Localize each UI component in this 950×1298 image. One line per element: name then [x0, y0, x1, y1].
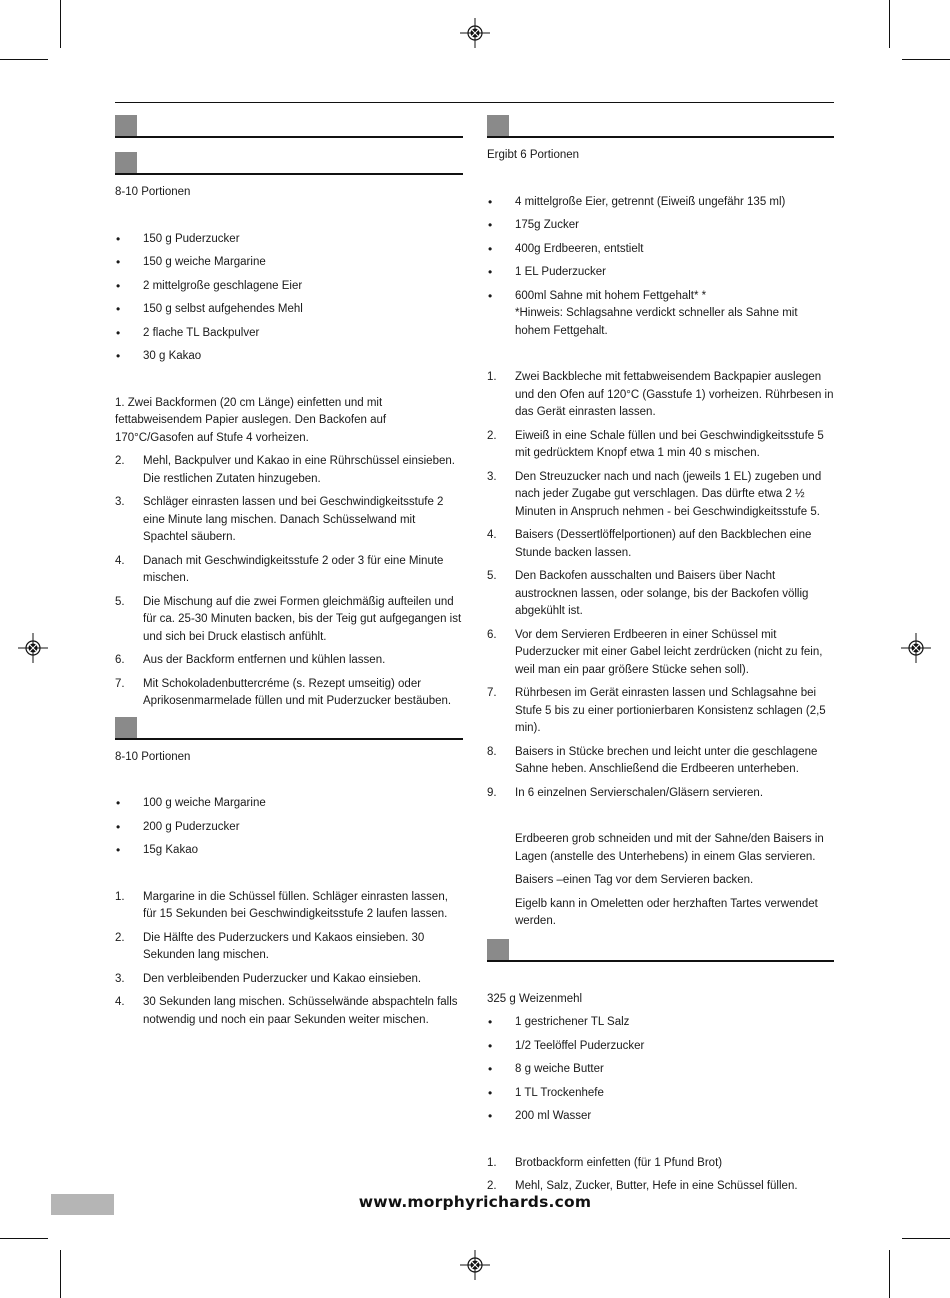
step-number: 8.: [487, 745, 497, 758]
crop-mark: [60, 1250, 61, 1298]
instruction-list: [487, 369, 834, 802]
step-number: 1.: [487, 371, 497, 383]
crop-mark: [889, 1250, 890, 1298]
instruction-list: [487, 1155, 834, 1196]
ingredient-list: [487, 1014, 834, 1126]
step-number: 6.: [487, 628, 497, 641]
ingredient-item: • 1 gestrichener TL Salz: [487, 1014, 834, 1032]
step-number: 3.: [115, 972, 125, 985]
tip-text: Eigelb kann in Omeletten oder herzhaften Tartes verwendet werden.: [515, 897, 818, 927]
step-text: Brotbackform einfetten (für 1 Pfund Brot): [515, 1156, 723, 1169]
instruction-step: [487, 785, 834, 803]
instruction-step: [487, 744, 834, 779]
crop-mark: [60, 0, 61, 48]
crop-mark: [902, 1238, 950, 1239]
ingredient-item: • 150 g Puderzucker: [115, 231, 463, 249]
step-text: Danach mit Geschwindigkeitsstufe 2 oder 3 für eine Minute mischen.: [143, 554, 444, 584]
ingredient-item: • 15g Kakao: [115, 842, 463, 860]
step-number: 7.: [487, 687, 497, 699]
step-text: Mit Schokoladenbuttercréme (s. Rezept umseitig) oder Aprikosenmarmelade füllen und mit Puderzucker bestäuben.: [143, 677, 452, 707]
section-header: [115, 152, 463, 175]
section-marker: [115, 152, 137, 173]
section-marker: [487, 115, 509, 136]
instruction-step: [115, 676, 463, 711]
ingredient-list: [115, 231, 463, 366]
step-text: Margarine in die Schüssel füllen. Schläger einrasten lassen, für 15 Sekunden bei Geschwindigkeitsstufe 2 laufen lassen.: [143, 890, 448, 920]
instruction-step: [115, 889, 463, 924]
step-text: Aus der Backform entfernen und kühlen lassen.: [143, 654, 386, 666]
step-number: 2.: [115, 455, 125, 467]
step-text: Baisers (Dessertlöffelportionen) auf den Backblechen eine Stunde backen lassen.: [515, 529, 812, 559]
instruction-step: [115, 594, 463, 647]
tips-list: [487, 831, 834, 931]
tip-text: Baisers –einen Tag vor dem Servieren backen.: [515, 874, 754, 886]
instruction-step: [487, 527, 834, 562]
instruction-step: [115, 453, 463, 488]
portions-text: 8-10 Portionen: [115, 186, 191, 198]
step-text: Vor dem Servieren Erdbeeren in einer Schüssel mit Puderzucker mit einer Gabel leicht zerdrücken (nicht zu fein, weil man ein paar größere Stücke sehen soll).: [515, 628, 823, 676]
crop-mark: [0, 1238, 48, 1239]
step-number: 3.: [115, 496, 125, 508]
ingredient-note: *Hinweis: Schlagsahne verdickt schneller als Sahne mit hohem Fettgehalt.: [515, 307, 798, 337]
step-text: Rührbesen im Gerät einrasten lassen und Schlagsahne bei Stufe 5 bis zu einer portionierbaren Konsistenz schlagen (2,5 min).: [515, 687, 826, 734]
crop-mark: [889, 0, 890, 48]
instruction-step: [115, 930, 463, 965]
instruction-step: [115, 971, 463, 989]
section-header: [487, 115, 834, 138]
instruction-step: [487, 627, 834, 680]
tip-text: Erdbeeren grob schneiden und mit der Sahne/den Baisers in Lagen (anstelle des Unterhebens) in einem Glas servieren.: [515, 833, 824, 863]
instruction-step: [115, 553, 463, 588]
instruction-step: [487, 685, 834, 738]
ingredient-item: • 4 mittelgroße Eier, getrennt (Eiweiß ungefähr 135 ml): [487, 194, 834, 212]
ingredient-item: • 200 ml Wasser: [487, 1108, 834, 1126]
instruction-step: [115, 652, 463, 670]
ingredient-item: • 150 g weiche Margarine: [115, 254, 463, 272]
step-text: In 6 einzelnen Servierschalen/Gläsern servieren.: [515, 786, 764, 799]
step-number: 4.: [115, 554, 125, 567]
step-text: 30 Sekunden lang mischen. Schüsselwände abspachteln falls notwendig und noch ein paar Sekunden weiter mischen.: [143, 996, 458, 1026]
step-number: 2.: [487, 429, 497, 442]
instruction-step: [487, 369, 834, 422]
ingredient-item: • 2 flache TL Backpulver: [115, 325, 463, 343]
ingredient-item: • 30 g Kakao: [115, 348, 463, 366]
ingredient-item: • 200 g Puderzucker: [115, 819, 463, 837]
top-rule: [115, 102, 834, 103]
registration-mark-icon: [18, 633, 48, 663]
instruction-step: [115, 494, 463, 547]
step-number: 1.: [487, 1156, 497, 1169]
section-marker: [115, 115, 137, 136]
ingredient-item: • 2 mittelgroße geschlagene Eier: [115, 278, 463, 296]
ingredient-item: • 400g Erdbeeren, entstielt: [487, 241, 834, 259]
step-number: 2.: [115, 931, 125, 944]
ingredient-item: • 1/2 Teelöffel Puderzucker: [487, 1038, 834, 1056]
instruction-step: 1. Zwei Backformen (20 cm Länge) einfetten und mit fettabweisendem Papier auslegen. Den Backofen auf 170°C/Gasofen auf Stufe 4 vorheizen.: [115, 396, 387, 444]
ingredient-item: • 1 TL Trockenhefe: [487, 1085, 834, 1103]
section-marker: [487, 939, 509, 960]
instruction-list: [115, 395, 463, 711]
section-marker: [115, 717, 137, 738]
instruction-step: [487, 428, 834, 463]
portions-text: Ergibt 6 Portionen: [487, 149, 580, 161]
registration-mark-icon: [460, 1250, 490, 1280]
step-text: Die Hälfte des Puderzuckers und Kakaos einsieben. 30 Sekunden lang mischen.: [143, 931, 425, 961]
portions-text: 8-10 Portionen: [115, 750, 191, 763]
instruction-step: [487, 469, 834, 522]
instruction-list: [115, 889, 463, 1030]
ingredient-item: • 175g Zucker: [487, 217, 834, 235]
crop-mark: [902, 59, 950, 60]
ingredient-list: [487, 194, 834, 341]
ingredient-item: • 8 g weiche Butter: [487, 1061, 834, 1079]
crop-mark: [0, 59, 48, 60]
step-number: 5.: [115, 595, 125, 608]
step-number: 6.: [115, 654, 125, 666]
step-text: Mehl, Salz, Zucker, Butter, Hefe in eine Schüssel füllen.: [515, 1180, 798, 1192]
ingredient-item: • 1 EL Puderzucker: [487, 264, 834, 282]
step-text: Baisers in Stücke brechen und leicht unter die geschlagene Sahne heben. Anschließend die Erdbeeren unterheben.: [515, 745, 818, 775]
right-column: [487, 115, 834, 1196]
footer-url: www.morphyrichards.com: [358, 1193, 592, 1211]
instruction-step: [487, 1155, 834, 1173]
step-text: Schläger einrasten lassen und bei Geschwindigkeitsstufe 2 eine Minute lang mischen. Danach Schüsselwand mit Spachtel säubern.: [143, 496, 444, 543]
section-header: [115, 115, 463, 138]
step-text: Zwei Backbleche mit fettabweisendem Backpapier auslegen und den Ofen auf 120°C (Gasstufe 1) vorheizen. Rührbesen in das Gerät einrasten lassen.: [515, 371, 834, 418]
step-number: 5.: [487, 570, 497, 582]
step-number: 2.: [487, 1180, 497, 1192]
left-column: [115, 115, 463, 1029]
section-header: [115, 717, 463, 740]
flour-text: 325 g Weizenmehl: [487, 992, 583, 1005]
step-text: Den Backofen ausschalten und Baisers über Nacht austrocknen lassen, oder solange, bis der Backofen völlig abgekühlt ist.: [515, 570, 809, 617]
instruction-step: [487, 568, 834, 621]
ingredient-list: [115, 795, 463, 860]
instruction-step: [115, 994, 463, 1029]
step-text: Die Mischung auf die zwei Formen gleichmäßig aufteilen und für ca. 25-30 Minuten backen, bis der Teig gut aufgegangen ist und sich bei Druck elastisch anfühlt.: [143, 595, 462, 643]
registration-mark-icon: [901, 633, 931, 663]
registration-mark-icon: [460, 18, 490, 48]
step-number: 3.: [487, 470, 497, 483]
step-number: 7.: [115, 677, 125, 690]
step-number: 4.: [487, 529, 497, 541]
step-number: 4.: [115, 996, 125, 1008]
section-header: [487, 939, 834, 962]
ingredient-item: • 150 g selbst aufgehendes Mehl: [115, 301, 463, 319]
step-text: Den verbleibenden Puderzucker und Kakao einsieben.: [143, 972, 422, 985]
ingredient-item: • 100 g weiche Margarine: [115, 795, 463, 813]
step-text: Den Streuzucker nach und nach (jeweils 1 EL) zugeben und nach jeder Zugabe gut verschlagen. Das dürfte etwa 2 ½ Minuten in Anspruch nehmen - bei Geschwindigkeitsstufe 5.: [515, 470, 822, 518]
step-number: 1.: [115, 890, 125, 903]
ingredient-item: • 600ml Sahne mit hohem Fettgehalt* *: [487, 288, 834, 306]
step-text: Eiweiß in eine Schale füllen und bei Geschwindigkeitsstufe 5 mit gedrücktem Knopf etwa 1 min 40 s mischen.: [515, 429, 824, 459]
step-text: Mehl, Backpulver und Kakao in eine Rührschüssel einsieben. Die restlichen Zutaten hinzugeben.: [143, 455, 455, 485]
step-number: 9.: [487, 786, 497, 799]
